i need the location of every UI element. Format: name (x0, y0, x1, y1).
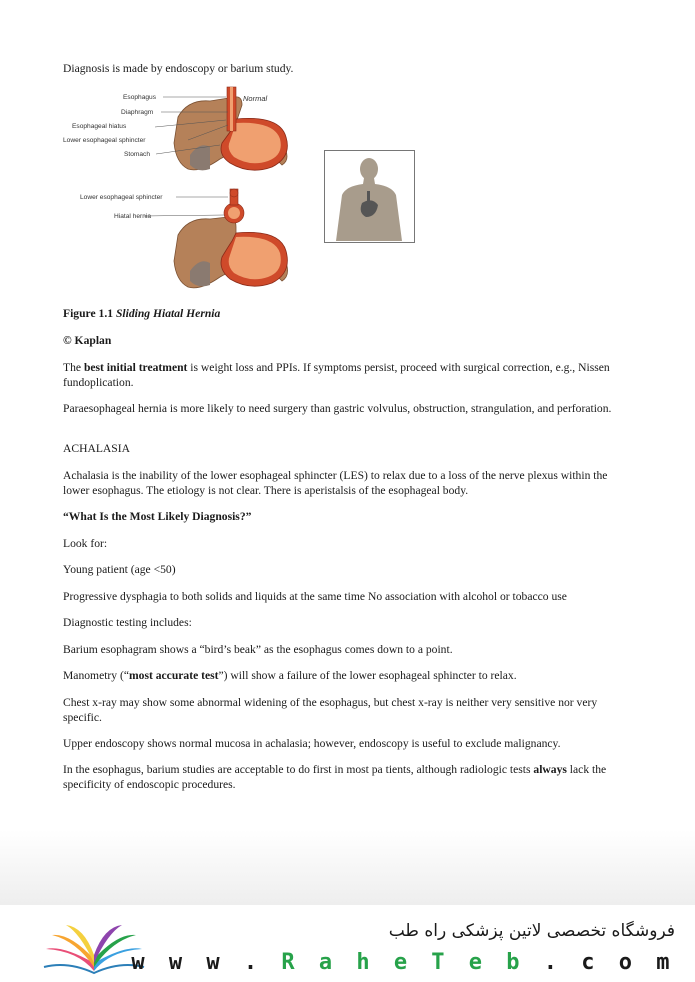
url-suffix: . c o m (525, 950, 675, 975)
label-les-top: Lower esophageal sphincter (63, 137, 146, 144)
manometry-post: ”) will show a failure of the lower esophageal sphincter to relax. (218, 669, 517, 682)
xray-paragraph: Chest x-ray may show some abnormal widening of the esophagus, but chest x-ray is neither very sensitive nor very specific. (63, 696, 598, 724)
manometry-emphasis: most accurate test (129, 669, 219, 682)
dysphagia-text: Progressive dysphagia to both solids and liquids at the same time No association with alcohol or tobacco use (63, 590, 567, 603)
url-brand: R a h e T e b (281, 950, 526, 975)
endoscopy-paragraph: Upper endoscopy shows normal mucosa in achalasia; however, endoscopy is useful to exclude malignancy. (63, 737, 561, 750)
url-prefix: w w w . (131, 950, 282, 975)
look-for-text: Look for: (63, 537, 108, 550)
young-patient-text: Young patient (age <50) (63, 563, 176, 576)
label-hiatal-hernia: Hiatal hernia (114, 213, 152, 220)
normal-anatomy-illustration (63, 87, 287, 170)
intro-text: Diagnosis is made by endoscopy or barium study. (63, 62, 294, 75)
barium-text: Barium esophagram shows a “bird’s beak” as the esophagus comes down to a point. (63, 643, 453, 656)
body-silhouette-inset (325, 151, 415, 243)
treatment-paragraph (63, 360, 633, 390)
studies-pre: In the esophagus, barium studies are acceptable to do first in most pa tients, although radiologic tests (63, 763, 534, 776)
treatment-post: is weight loss and PPIs. If symptoms persist, proceed with surgical correction, e.g., Nissen fundoplication. (63, 361, 610, 389)
figure-caption (63, 306, 633, 321)
paraesophageal-paragraph: Paraesophageal hernia is more likely to need surgery than gastric volvulus, obstruction, strangulation, and perforation. (63, 402, 612, 415)
testing-text: Diagnostic testing includes: (63, 616, 192, 629)
manometry-pre: Manometry (“ (63, 669, 129, 682)
label-les-bottom: Lower esophageal sphincter (80, 194, 163, 201)
store-footer (0, 905, 695, 982)
label-diaphragm: Diaphragm (121, 109, 154, 116)
caption-title: Sliding Hiatal Hernia (115, 307, 221, 320)
caption-prefix: Figure 1.1 (63, 307, 114, 320)
studies-paragraph (63, 762, 633, 792)
hiatal-hernia-illustration (80, 189, 288, 288)
achalasia-definition: Achalasia is the inability of the lower esophageal sphincter (LES) to relax due to a loss of the nerve plexus within the lower esophagus. The etiology is not clear. There is aperistalsis of the esophageal body. (63, 469, 608, 497)
treatment-pre: The (63, 361, 84, 374)
page-bottom-shadow (0, 830, 695, 905)
label-esophageal-hiatus: Esophageal hiatus (72, 123, 127, 130)
label-stomach: Stomach (124, 151, 151, 158)
studies-post: lack the specificity of endoscopic procedures. (63, 763, 607, 791)
treatment-emphasis: best initial treatment (83, 361, 188, 374)
label-esophagus: Esophagus (123, 94, 156, 101)
normal-label: Normal (243, 94, 268, 103)
hiatal-hernia-figure (60, 85, 420, 295)
section-heading: ACHALASIA (63, 442, 130, 455)
store-name: فروشگاه تخصصی لاتین پزشکی راه طب (388, 921, 675, 941)
studies-emphasis: always (533, 763, 567, 776)
subheading: “What Is the Most Likely Diagnosis?” (63, 510, 252, 523)
store-url[interactable] (131, 950, 675, 975)
figure-credit: © Kaplan (63, 334, 112, 347)
manometry-paragraph (63, 668, 633, 683)
